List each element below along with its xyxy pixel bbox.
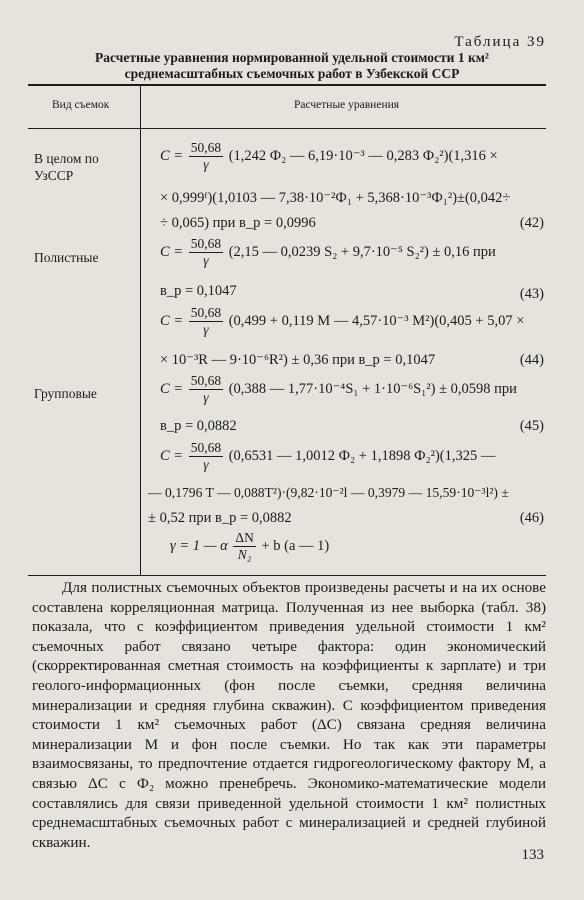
equation-text: (0,388 — 1,77·10⁻⁴S₁ + 1·10⁻⁶S₁²) ± 0,0598 при	[228, 380, 517, 397]
table-top-rule	[28, 84, 546, 86]
fraction-denominator: γ	[203, 157, 209, 172]
column-header-equations: Расчетные уравнения	[294, 99, 400, 111]
fraction-numerator: 50,68	[190, 305, 222, 320]
row-label-line: УзССР	[34, 168, 74, 183]
equation-lhs: γ = 1 — α	[170, 537, 228, 554]
equation-number-43: (43)	[519, 286, 544, 302]
equation-text: + b (a — 1)	[261, 537, 330, 554]
table-title-line1: Расчетные уравнения нормированной удельной стоимости 1 км²	[95, 50, 489, 65]
fraction	[233, 530, 255, 563]
equation-43-line2: в_р = 0,1047	[160, 283, 237, 299]
equation-lhs: C =	[160, 312, 184, 329]
fraction-numerator: ΔN	[235, 530, 254, 545]
equation-lhs: C =	[160, 380, 184, 397]
equation-text: (0,499 + 0,119 M — 4,57·10⁻³ M²)(0,405 + 5,07 ×	[228, 312, 525, 329]
equation-44-line2: × 10⁻³R — 9·10⁻⁶R²) ± 0,36 при в_р = 0,1047	[160, 352, 436, 368]
fraction	[189, 140, 223, 173]
fraction-numerator: 50,68	[190, 236, 222, 251]
table-title-line2: среднемасштабных съемочных работ в Узбекской ССР	[124, 66, 460, 81]
row-label-polistnye: Полистные	[34, 250, 99, 265]
fraction	[189, 236, 223, 269]
equation-lhs: C =	[160, 447, 184, 464]
fraction-numerator: 50,68	[190, 140, 222, 155]
fraction-denominator: N₂	[237, 547, 252, 562]
equation-number-44: (44)	[519, 352, 544, 368]
equation-number-45: (45)	[519, 418, 544, 434]
equation-46-line2: — 0,1796 T — 0,088T²)·(9,82·10⁻²l — 0,3979 — 15,59·10⁻³l²) ±	[148, 485, 509, 500]
fraction-numerator: 50,68	[190, 440, 222, 455]
row-label-line: В целом по	[34, 151, 99, 166]
equation-lhs: C =	[160, 243, 184, 260]
equation-46-line3: ± 0,52 при в_р = 0,0882	[148, 510, 292, 526]
row-label-uzssr	[34, 150, 99, 184]
equation-45-line2: в_р = 0,0882	[160, 418, 237, 434]
equation-gamma	[170, 530, 329, 563]
equation-44-line1	[160, 305, 524, 338]
equation-number-42: (42)	[519, 215, 544, 231]
column-header-type: Вид съемок	[52, 99, 110, 111]
fraction	[189, 305, 223, 338]
fraction	[189, 440, 223, 473]
table-column-divider	[140, 84, 141, 576]
equation-45-line1	[160, 373, 517, 406]
fraction-denominator: γ	[203, 457, 209, 472]
equation-text: (0,6531 — 1,0012 Ф₂ + 1,1898 Ф₂²)(1,325 —	[228, 447, 496, 464]
equation-43-line1	[160, 236, 496, 269]
row-label-gruppovye: Групповые	[34, 386, 97, 401]
table-bottom-rule	[28, 575, 546, 576]
equation-lhs: C =	[160, 147, 184, 164]
fraction-denominator: γ	[203, 253, 209, 268]
table-caption: Таблица 39	[454, 34, 546, 50]
body-text	[32, 578, 546, 852]
equation-46-line1	[160, 440, 495, 473]
equation-number-46: (46)	[519, 510, 544, 526]
fraction-denominator: γ	[203, 322, 209, 337]
equation-text: (2,15 — 0,0239 S₂ + 9,7·10⁻⁵ S₂²) ± 0,16 при	[228, 243, 496, 260]
equation-42-line2: × 0,999ᶠ)(1,0103 — 7,38·10⁻²Ф₁ + 5,368·10⁻³Ф₁²)±(0,042÷	[160, 190, 511, 206]
table-header-rule	[28, 128, 546, 129]
equation-42-line3: ÷ 0,065) при в_р = 0,0996	[160, 215, 316, 231]
equation-text: (1,242 Ф₂ — 6,19·10⁻³ — 0,283 Ф₂²)(1,316 ×	[228, 147, 498, 164]
equation-42-line1	[160, 140, 498, 173]
paragraph: Для полистных съемочных объектов произведены расчеты и на их основе составлена корреляционная матрица. Полученная из нее выборка (табл. 38) показала, что с коэффициентом приведения удельной стоимости 1 км² съемочных работ связано четыре фактора: один экономический (скорректированная сметная стоимость на коэффициенты к зарплате) и три геолого-информационных (фон после съемки, средняя величина минерализации и средняя глубина скважин). С коэффициентом приведения стоимости 1 км² съемочных работ (ΔC) связана средняя величина минерализации M и фон после съемки. Но так как эти параметры взаимосвязаны, то предпочтение отдается гидрогеологическому фактору M, а связью ΔC с Ф₂ можно пренебречь. Экономико-математические модели составлялись для связи приведенной удельной стоимости 1 км² полистных среднемасштабных съемочных работ с минерализацией и средней глубиной скважин.	[32, 579, 546, 851]
page-number: 133	[521, 847, 544, 863]
fraction	[189, 373, 223, 406]
fraction-numerator: 50,68	[190, 373, 222, 388]
fraction-denominator: γ	[203, 390, 209, 405]
